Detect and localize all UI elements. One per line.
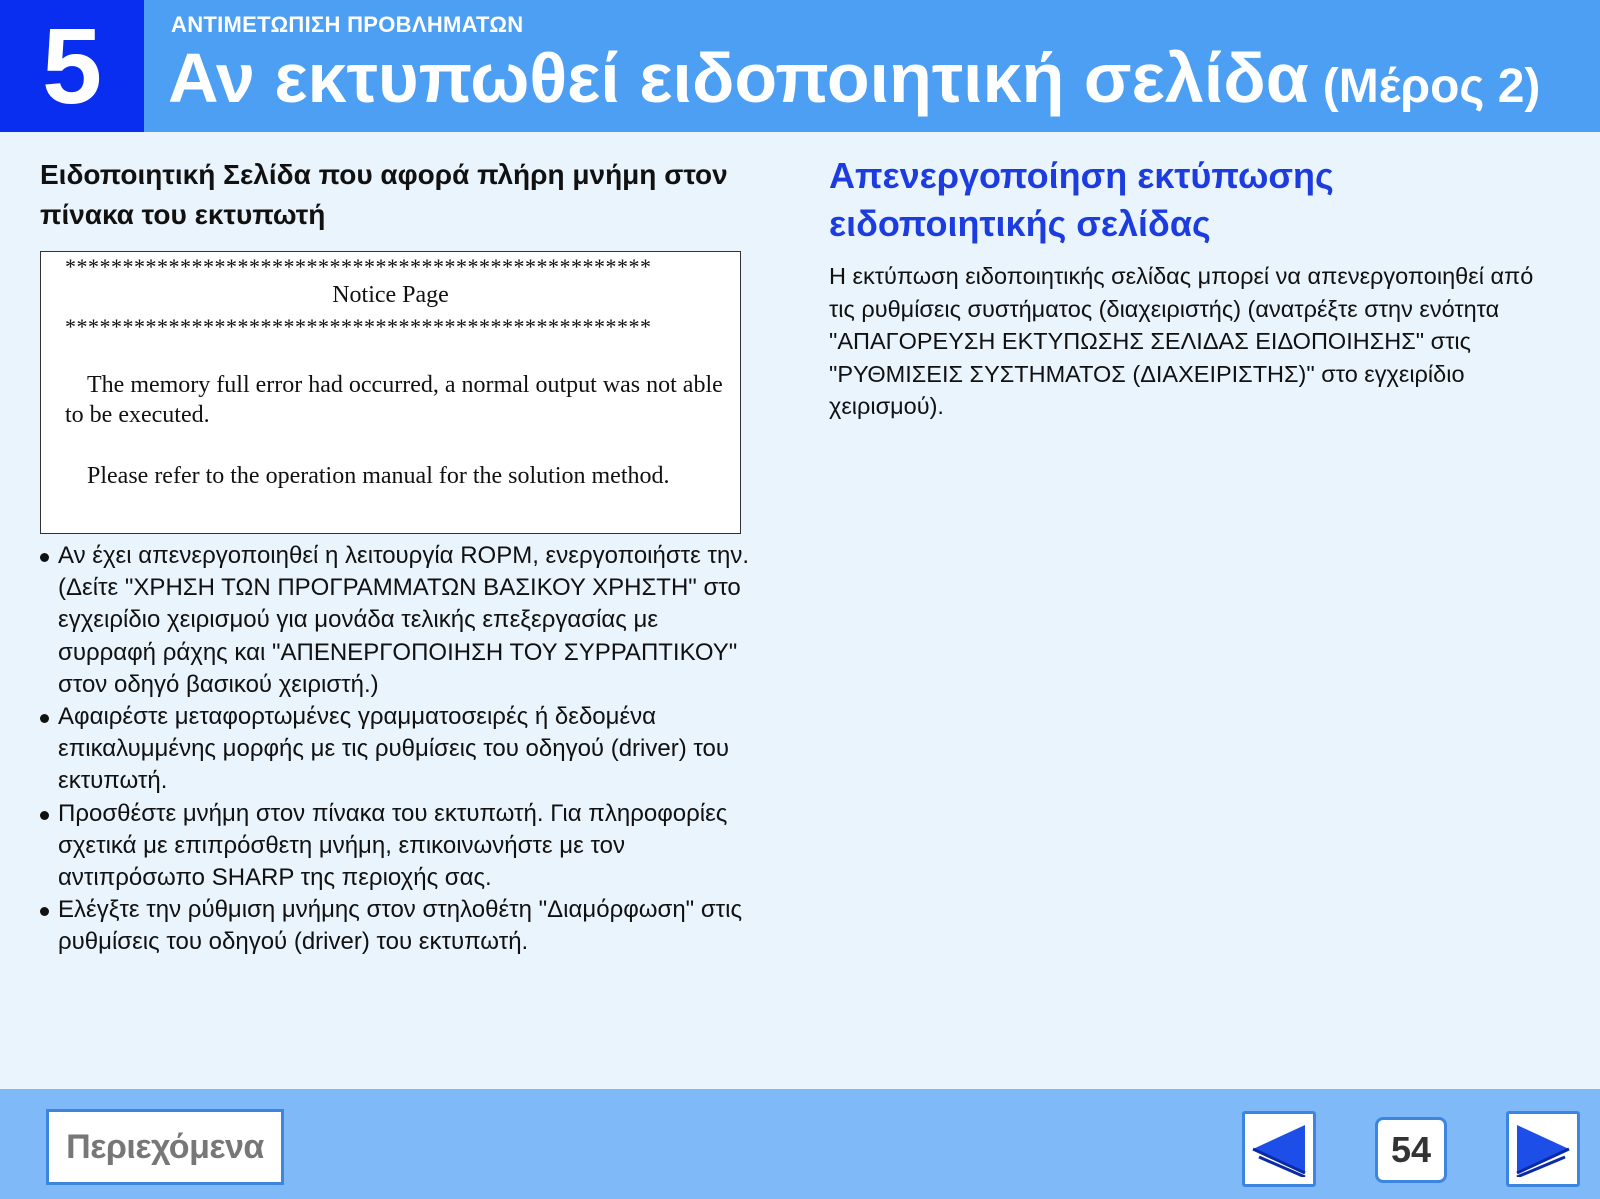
notice-stars-top: *************************************************** — [65, 254, 652, 279]
right-arrow-icon — [1513, 1121, 1573, 1177]
section-label: ΑΝΤΙΜΕΤΩΠΙΣΗ ΠΡΟΒΛΗΜΑΤΩΝ — [171, 12, 524, 37]
notice-paragraph-2: Please refer to the operation manual for the solution method. — [87, 463, 670, 489]
left-section-heading: Ειδοποιητική Σελίδα που αφορά πλήρη μνήμη στον πίνακα του εκτυπωτή — [40, 159, 728, 230]
list-item-text: Αφαιρέστε μεταφορτωμένες γραμματοσειρές ή δεδομένα επικαλυμμένης μορφής με τις ρυθμίσεις του οδηγού (driver) του εκτυπωτή. — [58, 703, 729, 795]
page-title — [168, 34, 1540, 131]
page-title-text: Αν εκτυπωθεί ειδοποιητική σελίδα — [168, 39, 1309, 117]
list-item — [40, 701, 760, 798]
next-page-button[interactable] — [1506, 1111, 1580, 1187]
list-item — [40, 540, 760, 701]
list-item — [40, 798, 760, 895]
notice-title: Notice Page — [332, 282, 449, 308]
list-item — [40, 894, 760, 958]
page-title-part: (Μέρος 2) — [1322, 60, 1541, 113]
chapter-number: 5 — [0, 0, 144, 132]
notice-stars-bottom: *************************************************** — [65, 314, 652, 339]
bullet-icon — [40, 811, 49, 820]
previous-page-button[interactable] — [1242, 1111, 1316, 1187]
list-item-text: Προσθέστε μνήμη στον πίνακα του εκτυπωτή. Για πληροφορίες σχετικά με επιπρόσθετη μνήμη, επικοινωνήστε με τον αντιπρόσωπο SHARP της περιοχής σας. — [58, 799, 728, 892]
notice-paragraph-1: The memory full error had occurred, a normal output was not able to be executed. — [65, 372, 723, 428]
notice-page-sample — [40, 251, 741, 534]
bullet-icon — [40, 553, 49, 562]
page-number: 54 — [1375, 1117, 1447, 1183]
bullet-icon — [40, 907, 49, 916]
remedy-list — [40, 540, 760, 959]
contents-button[interactable]: Περιεχόμενα — [46, 1109, 284, 1185]
list-item-text: Αν έχει απενεργοποιηθεί η λειτουργία ROPM, ενεργοποιήστε την. (Δείτε "ΧΡΗΣΗ ΤΩΝ ΠΡΟΓΡΑΜΜΑΤΩΝ ΒΑΣΙΚΟΥ ΧΡΗΣΤΗ" στο εγχειρίδιο χειρισμού για μονάδα τελικής επεξεργασίας με συρραφή ράχης και "ΑΠΕΝΕΡΓΟΠΟΙΗΣΗ ΤΟΥ ΣΥΡΡΑΠΤΙΚΟΥ" στον οδηγό βασικού χειριστή.) — [58, 542, 750, 698]
header-bar — [0, 0, 1600, 132]
list-item-text: Ελέγξτε την ρύθμιση μνήμης στον στηλοθέτη "Διαμόρφωση" στις ρυθμίσεις του οδηγού (driver) του εκτυπωτή. — [58, 896, 743, 956]
bullet-icon — [40, 714, 49, 723]
left-arrow-icon — [1249, 1121, 1309, 1177]
right-section-body: Η εκτύπωση ειδοποιητικής σελίδας μπορεί να απενεργοποιηθεί από τις ρυθμίσεις συστήματος (διαχειριστής) (ανατρέξτε στην ενότητα "ΑΠΑΓΟΡΕΥΣΗ ΕΚΤΥΠΩΣΗΣ ΣΕΛΙΔΑΣ ΕΙΔΟΠΟΙΗΣΗΣ" στις "ΡΥΘΜΙΣΕΙΣ ΣΥΣΤΗΜΑΤΟΣ (ΔΙΑΧΕΙΡΙΣΤΗΣ)" στο εγχειρίδιο χειρισμού). — [829, 263, 1534, 420]
right-section-heading: Απενεργοποίηση εκτύπωσης ειδοποιητικής σελίδας — [829, 155, 1334, 244]
